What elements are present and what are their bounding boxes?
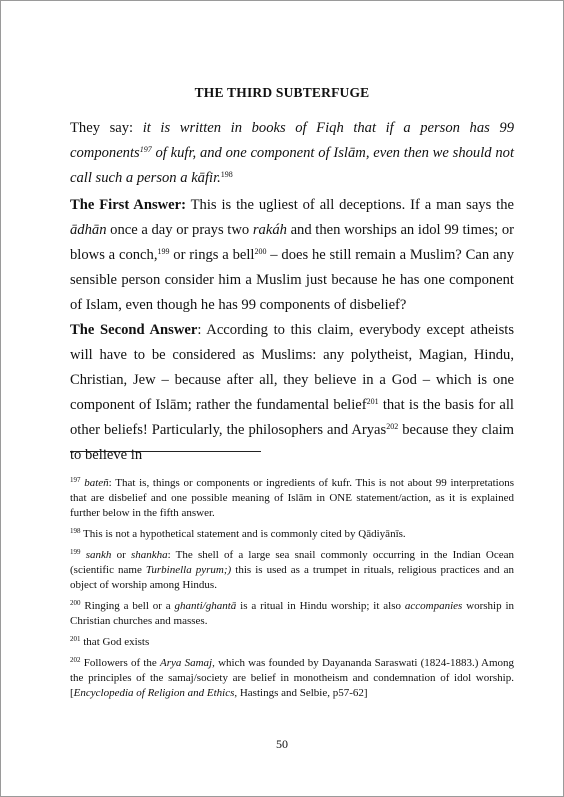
first-answer-text: This is the ugliest of all deceptions. If a man says the: [186, 197, 514, 213]
claim-lead: They say:: [70, 120, 143, 136]
footnote-199: [70, 548, 514, 593]
footnote-text: : The shell of a large sea snail commonly occurring in the Indian Ocean (scientific name: [70, 549, 514, 576]
footnote-term: accompanies: [404, 600, 463, 612]
footnote-number: 199: [70, 548, 81, 556]
paragraph-second-answer: [70, 318, 514, 468]
footnote-text: worship in Christian churches and masses.: [70, 600, 515, 627]
footnote-text: , Hastings and Selbie, p57-62]: [234, 687, 368, 699]
footnote-ref-200[interactable]: 200: [254, 247, 267, 256]
footnote-text: this is used as a trumpet in rituals, religious practices and an object of worship among Hindus.: [70, 564, 514, 591]
footnote-term: ghanti/ghantā: [174, 600, 237, 612]
claim-text: it is written in books of Fiqh that if a person has 99 components: [70, 120, 514, 161]
first-answer-text: and then worships an idol 99 times; or blows a conch,: [70, 222, 514, 263]
footnote-number: 197: [70, 476, 81, 484]
term-adhan: ādhān: [70, 222, 107, 238]
footnote-term: Turbinella pyrum;): [145, 564, 232, 576]
page-title: THE THIRD SUBTERFUGE: [194, 85, 370, 100]
second-answer-text: that is the basis for all other beliefs! Particularly, the philosophers and Aryas: [70, 397, 514, 438]
footnote-202: [70, 656, 514, 701]
footnote-citation: Encyclopedia of Religion and Ethics: [73, 687, 235, 699]
footnote-ref-198[interactable]: 198: [220, 170, 233, 179]
footnote-201: [70, 635, 514, 650]
page-number: 50: [276, 737, 288, 751]
footnote-text: : That is, things or components or ingredients of kufr. This is not about 99 interpretations that are disbelief and one possible meaning of Islām in ONE statement/action, as it is explained further below in the fifth answer.: [70, 477, 515, 519]
footnote-term: sankh: [85, 549, 112, 561]
footnotes: [70, 476, 514, 707]
paragraph-first-answer: [70, 193, 514, 318]
second-answer-text: : According to this claim, everybody except atheists will have to be considered as Muslims: any polytheist, Magian, Hindu, Christian, Jew – because after all, they believe in a God – which is one component of Islām; rather the fundamental belief: [70, 322, 514, 413]
footnote-200: [70, 599, 514, 629]
term-rakah: rakáh: [252, 222, 287, 238]
second-answer-heading: The Second Answer: [70, 322, 198, 338]
paragraph-claim: [70, 116, 514, 191]
footnote-text: Followers of the: [80, 657, 160, 669]
footnote-separator: [70, 451, 261, 452]
footnote-term: shankha: [130, 549, 168, 561]
footnote-ref-201[interactable]: 201: [366, 397, 379, 406]
footnote-number: 201: [70, 635, 81, 643]
footnote-text: Ringing a bell or a: [80, 600, 175, 612]
footnote-text: which was founded by Dayananda Saraswati (1824-1883.) Among the principles of the samaj/society are belief in monotheism and condemnation of idol worship. [: [70, 657, 514, 699]
footnote-number: 200: [70, 599, 81, 607]
footnote-text: or: [111, 549, 131, 561]
footnote-number: 202: [70, 656, 81, 664]
first-answer-text: once a day or prays two: [106, 222, 253, 238]
second-answer-text: because they claim to believe in: [70, 422, 514, 463]
footnote-ref-197[interactable]: 197: [139, 145, 152, 154]
footnote-term: bateñ: [84, 477, 109, 489]
footnote-198: [70, 527, 514, 542]
footnote-ref-202[interactable]: 202: [386, 422, 399, 431]
footnote-197: [70, 476, 514, 521]
footnote-text: that God exists: [80, 636, 150, 648]
footnote-number: 198: [70, 527, 81, 535]
footnote-text: is a ritual in Hindu worship; it also: [236, 600, 405, 612]
first-answer-text: – does he still remain a Muslim? Can any sensible person consider him a Muslim just because he has one component of Islam, even though he has 99 components of disbelief?: [70, 247, 514, 313]
claim-text-cont: of kufr, and one component of Islām, even then we should not call such a person a kāfir.: [70, 145, 514, 186]
footnote-term: Arya Samaj,: [159, 657, 215, 669]
footnote-text: This is not a hypothetical statement and is commonly cited by Qādiyānīs.: [80, 528, 406, 540]
first-answer-text: or rings a bell: [169, 247, 255, 263]
footnote-ref-199[interactable]: 199: [157, 247, 170, 256]
first-answer-heading: The First Answer:: [70, 197, 186, 213]
